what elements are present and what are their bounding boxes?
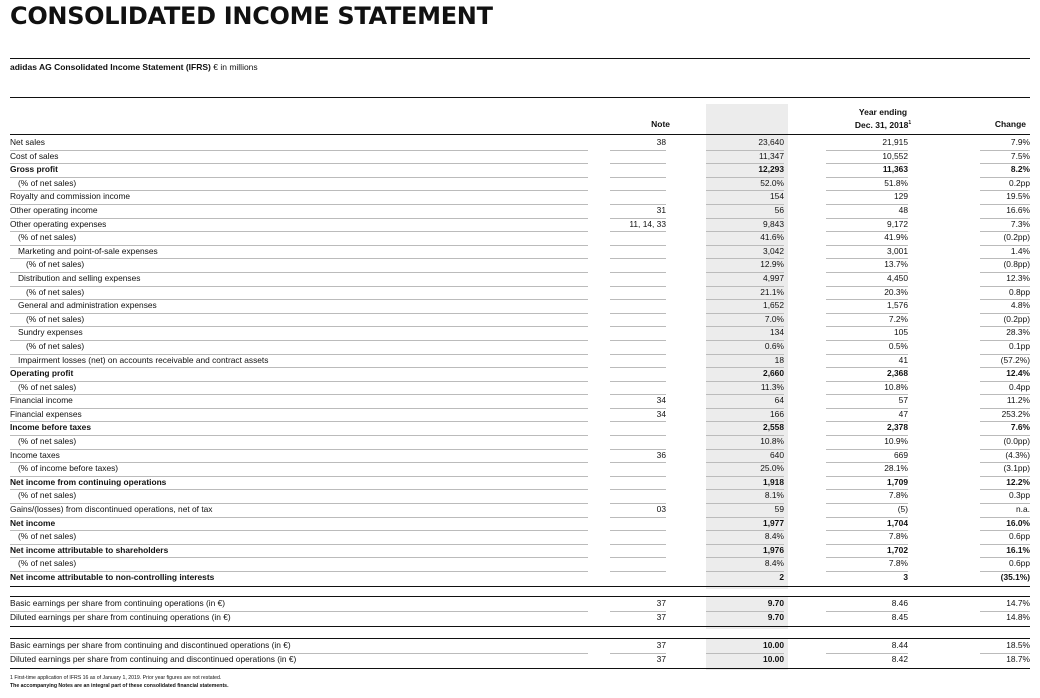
- row-change: 18.7%: [1006, 653, 1030, 664]
- row-change: 11.2%: [1006, 395, 1030, 406]
- row-change: 4.8%: [1010, 300, 1030, 311]
- row-value-2019: 640: [770, 449, 784, 460]
- row-value-2018: 57: [898, 395, 908, 406]
- row-value-2018: 4,450: [887, 272, 908, 283]
- table-row: [10, 544, 1030, 558]
- table-row: [10, 381, 1030, 395]
- row-change: 12.4%: [1006, 368, 1030, 379]
- row-change: 7.6%: [1010, 422, 1030, 433]
- row-change: (0.8pp): [1003, 259, 1030, 270]
- row-value-2019: 12.9%: [760, 259, 784, 270]
- table-row: [10, 653, 1030, 667]
- row-note: 37: [656, 653, 666, 664]
- subtitle-unit: € in millions: [210, 62, 258, 72]
- row-value-2018: 10.8%: [884, 381, 908, 392]
- row-change: 14.8%: [1006, 611, 1030, 622]
- row-value-2018: 1,709: [887, 476, 908, 487]
- row-value-2019: 8.4%: [764, 558, 784, 569]
- column-header-note: Note: [651, 119, 670, 129]
- row-label: (% of net sales): [18, 436, 77, 447]
- table-row: [10, 489, 1030, 503]
- row-value-2018: 13.7%: [884, 259, 908, 270]
- row-value-2018: 7.8%: [888, 531, 908, 542]
- table-row: [10, 394, 1030, 408]
- row-label: (% of net sales): [26, 286, 85, 297]
- row-change: 0.3pp: [1009, 490, 1030, 501]
- row-value-2018: 7.2%: [888, 313, 908, 324]
- row-label: Distribution and selling expenses: [18, 272, 141, 283]
- row-value-2019: 25.0%: [760, 463, 784, 474]
- row-note: 37: [656, 611, 666, 622]
- row-value-2018: 669: [894, 449, 908, 460]
- row-value-2019: 12,293: [758, 164, 784, 175]
- row-change: (0.2pp): [1003, 232, 1030, 243]
- table-row: [10, 611, 1030, 625]
- footnote-marker: 1: [908, 120, 912, 126]
- row-value-2019: 154: [770, 191, 784, 202]
- row-label: Gains/(losses) from discontinued operations, net of tax: [10, 504, 213, 515]
- row-label: Other operating income: [10, 204, 98, 215]
- row-value-2018: 10.9%: [884, 436, 908, 447]
- row-value-2018: 28.1%: [884, 463, 908, 474]
- row-value-2019: 56: [774, 204, 784, 215]
- table-row: [10, 517, 1030, 531]
- table-row: [10, 218, 1030, 232]
- row-note: 37: [656, 598, 666, 608]
- row-note: 36: [656, 449, 666, 460]
- row-label: Income before taxes: [10, 422, 91, 433]
- row-value-2019: 21.1%: [760, 286, 784, 297]
- table-row: [10, 231, 1030, 245]
- income-statement-table: [10, 136, 1030, 585]
- table-row: [10, 299, 1030, 313]
- row-label: Net sales: [10, 137, 45, 147]
- row-value-2018: (5): [897, 504, 908, 515]
- column-header-2018-line2: Dec. 31, 2018: [854, 119, 909, 130]
- row-label: (% of net sales): [18, 232, 77, 243]
- eps-total-block: [10, 639, 1030, 666]
- table-row: [10, 204, 1030, 218]
- row-value-2018: 41: [898, 354, 908, 365]
- row-change: 0.6pp: [1009, 531, 1030, 542]
- row-value-2018: 7.8%: [888, 558, 908, 569]
- table-row: [10, 258, 1030, 272]
- table-row: [10, 639, 1030, 653]
- row-label: Diluted earnings per share from continuing and discontinued operations (in €): [10, 653, 297, 664]
- row-change: 7.9%: [1010, 137, 1030, 147]
- row-change: 19.5%: [1006, 191, 1030, 202]
- row-label: Basic earnings per share from continuing and discontinued operations (in €): [10, 640, 291, 650]
- row-label: Royalty and commission income: [10, 191, 131, 202]
- column-header-2018-line2-wrap: [838, 118, 928, 131]
- title-rule: [10, 58, 1030, 59]
- table-row: [10, 136, 1030, 150]
- eps-continuing-bottom-rule: [10, 626, 1030, 627]
- table-header-rule: [10, 134, 1030, 135]
- table-row: [10, 354, 1030, 368]
- row-change: 16.0%: [1006, 517, 1030, 528]
- row-value-2018: 1,576: [887, 300, 908, 311]
- table-row: [10, 163, 1030, 177]
- row-note: 38: [656, 137, 666, 147]
- column-header-2018: [838, 107, 928, 131]
- row-value-2019: 7.0%: [764, 313, 784, 324]
- row-value-2018: 3,001: [887, 245, 908, 256]
- row-value-2018: 8.46: [891, 598, 908, 608]
- row-label: Cost of sales: [10, 150, 59, 161]
- row-note: 31: [656, 204, 666, 215]
- table-row: [10, 421, 1030, 435]
- row-label: General and administration expenses: [18, 300, 157, 311]
- row-change: 16.1%: [1006, 544, 1030, 555]
- row-label: Financial expenses: [10, 408, 82, 419]
- row-label: Marketing and point-of-sale expenses: [18, 245, 158, 256]
- statement-subtitle: [10, 62, 258, 72]
- row-change: 0.8pp: [1009, 286, 1030, 297]
- row-note: 11, 14, 33: [629, 218, 666, 229]
- row-label: Other operating expenses: [10, 218, 107, 229]
- row-label: Net income from continuing operations: [10, 476, 167, 487]
- row-value-2019: 10.00: [763, 653, 784, 664]
- row-value-2019: 1,977: [763, 517, 784, 528]
- row-label: (% of net sales): [18, 531, 77, 542]
- row-value-2019: 23,640: [758, 137, 784, 147]
- row-label: Diluted earnings per share from continuing operations (in €): [10, 611, 231, 622]
- row-change: 12.2%: [1006, 476, 1030, 487]
- row-value-2019: 2,558: [763, 422, 784, 433]
- row-change: (0.2pp): [1003, 313, 1030, 324]
- row-label: (% of net sales): [18, 490, 77, 501]
- row-label: Net income attributable to non-controlling interests: [10, 572, 215, 582]
- row-value-2019: 52.0%: [760, 177, 784, 188]
- row-value-2019: 10.8%: [760, 436, 784, 447]
- table-row: [10, 597, 1030, 611]
- row-value-2018: 9,172: [887, 218, 908, 229]
- table-row: [10, 313, 1030, 327]
- row-label: (% of income before taxes): [18, 463, 119, 474]
- row-value-2019: 134: [770, 327, 784, 338]
- row-value-2019: 1,918: [763, 476, 784, 487]
- row-value-2018: 47: [898, 408, 908, 419]
- table-row: [10, 177, 1030, 191]
- row-label: (% of net sales): [18, 558, 77, 569]
- row-value-2019: 9.70: [767, 598, 784, 608]
- column-header-change: Change: [994, 119, 1026, 129]
- row-label: Income taxes: [10, 449, 60, 460]
- row-value-2019: 3,042: [763, 245, 784, 256]
- row-value-2018: 41.9%: [884, 232, 908, 243]
- table-end-rule: [10, 586, 1030, 587]
- row-change: 18.5%: [1006, 640, 1030, 650]
- table-row: [10, 557, 1030, 571]
- row-value-2019: 4,997: [763, 272, 784, 283]
- row-value-2018: 8.45: [891, 611, 908, 622]
- row-change: (0.0pp): [1003, 436, 1030, 447]
- table-row: [10, 367, 1030, 381]
- row-value-2019: 166: [770, 408, 784, 419]
- table-row: [10, 462, 1030, 476]
- row-value-2019: 64: [774, 395, 784, 406]
- row-value-2018: 8.44: [891, 640, 908, 650]
- table-row: [10, 326, 1030, 340]
- row-change: 0.6pp: [1009, 558, 1030, 569]
- row-change: 7.5%: [1010, 150, 1030, 161]
- row-value-2018: 129: [894, 191, 908, 202]
- row-change: (4.3%): [1005, 449, 1030, 460]
- row-change: 12.3%: [1006, 272, 1030, 283]
- row-change: (3.1pp): [1003, 463, 1030, 474]
- row-value-2018: 10,552: [882, 150, 908, 161]
- table-row: [10, 530, 1030, 544]
- row-change: 16.6%: [1006, 204, 1030, 215]
- row-label: (% of net sales): [18, 177, 77, 188]
- row-change: 1.4%: [1010, 245, 1030, 256]
- row-note: 34: [656, 395, 666, 406]
- subtitle-rule: [10, 97, 1030, 98]
- row-note: 03: [656, 504, 666, 515]
- table-row: [10, 449, 1030, 463]
- row-value-2019: 1,976: [763, 544, 784, 555]
- row-label: Operating profit: [10, 368, 74, 379]
- table-row: [10, 571, 1030, 585]
- row-note: 34: [656, 408, 666, 419]
- footnote-ifrs16: 1 First-time application of IFRS 16 as of January 1, 2019. Prior year figures are not restated.: [10, 675, 222, 681]
- row-value-2018: 2,368: [887, 368, 908, 379]
- column-header-2018-line1: Year ending: [858, 107, 908, 117]
- row-change: (57.2%): [1000, 354, 1030, 365]
- row-value-2019: 1,652: [763, 300, 784, 311]
- row-label: (% of net sales): [26, 259, 85, 270]
- row-value-2019: 9.70: [767, 611, 784, 622]
- row-value-2018: 1,702: [887, 544, 908, 555]
- row-change: 0.2pp: [1009, 177, 1030, 188]
- row-label: Net income attributable to shareholders: [10, 544, 169, 555]
- row-label: Gross profit: [10, 164, 58, 175]
- row-change: 253.2%: [1001, 408, 1030, 419]
- row-label: (% of net sales): [18, 381, 77, 392]
- row-change: 14.7%: [1006, 598, 1030, 608]
- table-row: [10, 340, 1030, 354]
- table-row: [10, 190, 1030, 204]
- row-value-2019: 8.4%: [764, 531, 784, 542]
- table-row: [10, 435, 1030, 449]
- table-row: [10, 476, 1030, 490]
- row-label: Financial income: [10, 395, 73, 406]
- table-row: [10, 245, 1030, 259]
- row-change: 8.2%: [1010, 164, 1030, 175]
- row-value-2019: 8.1%: [764, 490, 784, 501]
- row-value-2018: 11,363: [882, 164, 908, 175]
- row-note: 37: [656, 640, 666, 650]
- subtitle-bold: adidas AG Consolidated Income Statement (IFRS): [10, 62, 211, 72]
- row-value-2019: 2: [779, 572, 784, 582]
- table-row: [10, 408, 1030, 422]
- row-value-2018: 51.8%: [884, 177, 908, 188]
- row-value-2019: 10.00: [763, 640, 784, 650]
- eps-continuing-block: [10, 597, 1030, 624]
- row-value-2018: 7.8%: [888, 490, 908, 501]
- row-label: (% of net sales): [26, 340, 85, 351]
- row-label: Sundry expenses: [18, 327, 83, 338]
- row-value-2019: 59: [774, 504, 784, 515]
- row-value-2018: 21,915: [882, 137, 908, 147]
- row-value-2018: 2,378: [887, 422, 908, 433]
- row-change: 0.1pp: [1009, 340, 1030, 351]
- row-value-2019: 2,660: [763, 368, 784, 379]
- page-title: CONSOLIDATED INCOME STATEMENT: [10, 2, 493, 30]
- row-change: n.a.: [1016, 504, 1030, 515]
- row-value-2019: 41.6%: [760, 232, 784, 243]
- row-label: Net income: [10, 517, 56, 528]
- eps-total-bottom-rule: [10, 668, 1030, 669]
- row-value-2019: 11.3%: [760, 381, 784, 392]
- footnote-notes: The accompanying Notes are an integral part of these consolidated financial statements.: [10, 683, 229, 689]
- table-row: [10, 150, 1030, 164]
- row-change: 0.4pp: [1009, 381, 1030, 392]
- row-change: 7.3%: [1010, 218, 1030, 229]
- row-label: Basic earnings per share from continuing operations (in €): [10, 598, 226, 608]
- row-value-2018: 48: [898, 204, 908, 215]
- table-row: [10, 286, 1030, 300]
- row-value-2018: 20.3%: [884, 286, 908, 297]
- row-value-2018: 3: [903, 572, 908, 582]
- row-value-2019: 9,843: [763, 218, 784, 229]
- row-label: Impairment losses (net) on accounts receivable and contract assets: [18, 354, 269, 365]
- row-value-2019: 0.6%: [764, 340, 784, 351]
- row-value-2019: 18: [774, 354, 784, 365]
- row-change: (35.1%): [1000, 572, 1030, 582]
- table-row: [10, 272, 1030, 286]
- row-label: (% of net sales): [26, 313, 85, 324]
- row-value-2018: 0.5%: [888, 340, 908, 351]
- row-value-2019: 11,347: [759, 150, 784, 161]
- row-change: 28.3%: [1006, 327, 1030, 338]
- table-row: [10, 503, 1030, 517]
- row-value-2018: 1,704: [887, 517, 908, 528]
- row-value-2018: 105: [894, 327, 908, 338]
- row-value-2018: 8.42: [891, 653, 908, 664]
